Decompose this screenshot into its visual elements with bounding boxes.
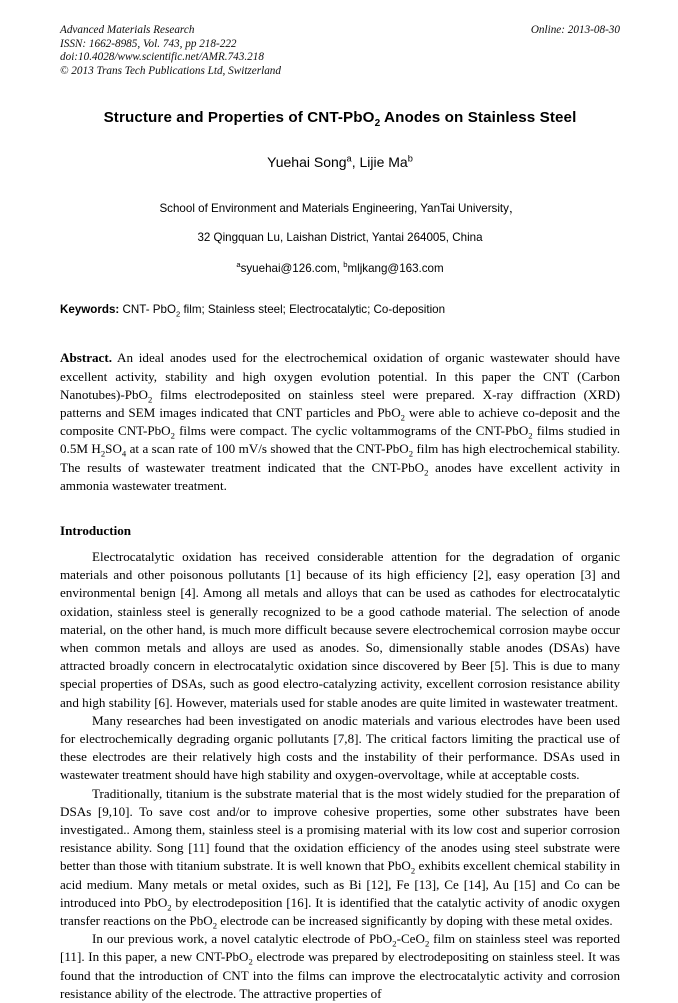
keywords-subscript: 2 bbox=[175, 309, 181, 319]
abstract-seg-8: film has high electrochemical stability. The results of wastewater treatment indicated that the CNT-PbO bbox=[60, 441, 621, 475]
section-heading-introduction: Introduction bbox=[60, 523, 132, 538]
journal-name: Advanced Materials Research bbox=[60, 24, 195, 36]
intro-p3-seg-1: Traditionally, titanium is the substrate material that is the most widely studied for the preparation of DSAs [9,10]. To save cost and/or to improve cohesive properties, some other substrates have been investigated.. Among them, stainless steel is a promising material with its low cost and superior corrosion resistance ability. Song [11] found that the oxidation efficiency of the anodes using steel substrate were better than those with titanium substrate. It is well known that PbO bbox=[60, 785, 620, 874]
intro-p3-sub-1: 2 bbox=[410, 866, 416, 877]
introduction-paragraph-4 bbox=[60, 930, 620, 1003]
abstract-sub-3: 2 bbox=[170, 430, 175, 441]
journal-issn-volume: ISSN: 1662-8985, Vol. 743, pp 218-222 bbox=[60, 37, 237, 50]
intro-p4-seg-2: -CeO bbox=[396, 931, 425, 947]
intro-p4-sub-3: 2 bbox=[248, 957, 253, 968]
introduction-paragraph-3 bbox=[60, 785, 620, 931]
author-separator: , bbox=[351, 154, 360, 171]
author-affiliation-mark-2: b bbox=[407, 153, 413, 164]
title-text-part1: Structure and Properties of CNT-PbO bbox=[103, 109, 375, 127]
keywords-text-part1: CNT- PbO bbox=[119, 303, 176, 317]
abstract-seg-7: at a scan rate of 100 mV/s showed that the CNT-PbO bbox=[126, 441, 409, 457]
abstract-seg-3: were able to achieve co-deposit and the composite CNT-PbO bbox=[60, 404, 620, 439]
affiliation-line: School of Environment and Materials Engineering, YanTai University， bbox=[159, 202, 521, 216]
abstract-sub-5: 2 bbox=[100, 449, 106, 459]
email-mark-2: b bbox=[343, 260, 348, 270]
address-line: 32 Qingquan Lu, Laishan District, Yantai 264005, China bbox=[197, 231, 483, 245]
keywords-label: Keywords: bbox=[60, 303, 120, 317]
abstract-seg-1: An ideal anodes used for the electrochemical oxidation of organic wastewater should have excellent activity, stability and high oxygen evolution potential. In this paper the CNT (Carbon Nanotubes)-PbO bbox=[60, 350, 620, 402]
abstract-seg-4: films were compact. The cyclic voltammograms of the CNT-PbO bbox=[174, 423, 529, 439]
abstract-paragraph bbox=[60, 349, 620, 495]
abstract-sub-4: 2 bbox=[528, 430, 533, 441]
intro-p3-seg-2: exhibits excellent chemical stability in acid medium. Many metals or metal oxides, such as Bi [12], Fe [13], Ce [14], Au [15] and Co can be introduced into PbO bbox=[60, 858, 620, 910]
intro-p4-sub-1: 2 bbox=[392, 938, 397, 949]
abstract-seg-5: films studied in 0.5M H bbox=[60, 423, 620, 457]
intro-p3-seg-4: electrode can be increased significantly by doping with these metal oxides. bbox=[217, 913, 613, 929]
title-text-part2: Anodes on Stainless Steel bbox=[380, 109, 577, 127]
author-emails bbox=[60, 261, 620, 276]
abstract-sub-7: 2 bbox=[408, 449, 414, 459]
title-subscript: 2 bbox=[374, 118, 381, 130]
intro-p3-sub-3: 2 bbox=[212, 920, 218, 931]
abstract-seg-9: anodes have excellent activity in ammonia wastewater treatment. bbox=[60, 459, 621, 493]
abstract-sub-6: 4 bbox=[121, 449, 127, 459]
keywords-text-part2: film; Stainless steel; Electrocatalytic; Co-deposition bbox=[180, 303, 446, 317]
abstract-sub-2: 2 bbox=[400, 412, 405, 423]
intro-p3-seg-3: by electrodeposition [16]. It is identified that the catalytic activity of anodic oxygen transfer reactions on the PbO bbox=[60, 894, 620, 929]
abstract-sub-1: 2 bbox=[148, 394, 153, 405]
email-address-2[interactable]: mljkang@163.com bbox=[347, 262, 444, 276]
email-mark-1: a bbox=[236, 260, 241, 270]
intro-p4-seg-3: film on stainless steel was reported [11]. In this paper, a new CNT-PbO bbox=[60, 931, 621, 965]
abstract-seg-2: films electrodeposited on stainless steel were prepared. X-ray diffraction (XRD) patterns and SEM images indicated that CNT particles and PbO bbox=[60, 386, 620, 420]
intro-p4-seg-1: In our previous work, a novel catalytic electrode of PbO bbox=[92, 931, 393, 947]
abstract-label: Abstract. bbox=[60, 350, 112, 366]
page-title bbox=[60, 108, 620, 130]
author-affiliation-mark-1: a bbox=[346, 153, 352, 164]
journal-header-left bbox=[60, 24, 490, 78]
introduction-paragraph-1: Electrocatalytic oxidation has received considerable attention for the degradation of organic materials and other poisonous pollutants [1] because of its high efficiency [2], easy operation [3] and environmental benign [4]. Among all metals and alloys that can be used as cathodes for electrocatalytic oxidation, stainless steel is generally recognized to be a good cathode material. The selection of anode material, on the other hand, is much more difficult because severe electrochemical corrosion maybe occur when common metals and alloys are used as anodes. So, dimensionally stable anodes (DSAs) have attracted broadly concern in electrocatalytic oxidation since discovered by Beer [5]. This is due to many special properties of DSAs, such as good electro-catalyzing activity, excellent corrosion resistance ability and high stability [6]. However, materials used for stable anodes are quite limited in wastewater treatment. bbox=[60, 549, 620, 710]
keywords-line bbox=[60, 302, 620, 317]
intro-p3-sub-2: 2 bbox=[167, 902, 172, 913]
email-address-1[interactable]: syuehai@126.com, bbox=[240, 262, 344, 276]
author-list bbox=[60, 153, 620, 171]
abstract-sub-8: 2 bbox=[424, 467, 429, 478]
author-name-1: Yuehai Song bbox=[267, 154, 347, 171]
introduction-paragraph-2: Many researches had been investigated on anodic materials and various electrodes have been used for electrochemically degrading organic pollutants [7,8]. The critical factors limiting the practical use of these electrodes are their relatively high costs and the instability of their performance. DSAs used in wastewater treatment should have high stability and oxygen-overvoltage, while at acceptable costs. bbox=[60, 712, 620, 783]
journal-copyright: © 2013 Trans Tech Publications Ltd, Switzerland bbox=[60, 64, 281, 77]
online-publication-date: Online: 2013-08-30 bbox=[530, 24, 620, 36]
journal-header bbox=[60, 24, 620, 78]
intro-p4-sub-2: 2 bbox=[424, 938, 430, 949]
abstract-seg-6: SO bbox=[105, 441, 122, 457]
author-name-2: Lijie Ma bbox=[359, 154, 408, 171]
intro-p4-seg-4: electrode was prepared by electrodepositing on stainless steel. It was found that the introduction of CNT into the films can improve the electrocatalytic activity and corrosion resistance ability of the electrode. The attractive properties of bbox=[60, 949, 620, 1001]
journal-doi: doi:10.4028/www.scientific.net/AMR.743.218 bbox=[60, 51, 264, 64]
